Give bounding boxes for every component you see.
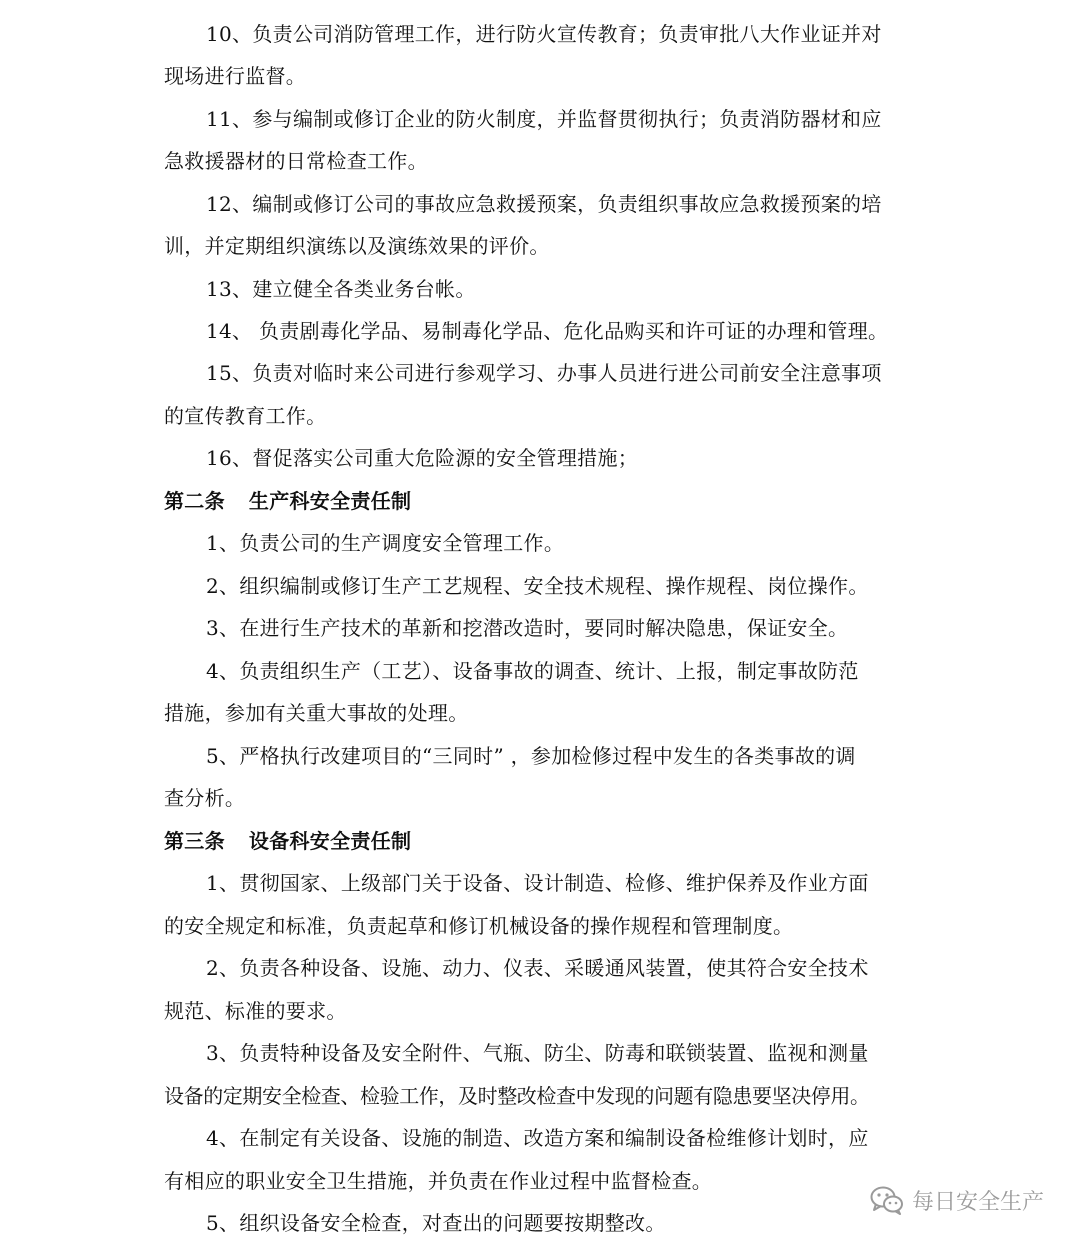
paragraph-line: 4、在制定有关设备、设施的制造、改造方案和编制设备检维修计划时，应 [206, 1126, 869, 1150]
heading-title: 生产科安全责任制 [248, 489, 412, 513]
paragraph-line: 2、组织编制或修订生产工艺规程、安全技术规程、操作规程、岗位操作。 [206, 574, 869, 598]
paragraph-line: 1、负责公司的生产调度安全管理工作。 [206, 531, 565, 555]
paragraph-line: 11、参与编制或修订企业的防火制度，并监督贯彻执行；负责消防器材和应 [206, 107, 882, 131]
paragraph-line: 规范、标准的要求。 [164, 999, 347, 1023]
paragraph-line: 的安全规定和标准，负责起草和修订机械设备的操作规程和管理制度。 [164, 914, 794, 938]
paragraph-line: 急救援器材的日常检查工作。 [164, 149, 428, 173]
paragraph-line: 3、负责特种设备及安全附件、气瓶、防尘、防毒和联锁装置、监视和测量 [206, 1041, 869, 1065]
paragraph-line: 措施，参加有关重大事故的处理。 [164, 701, 469, 725]
paragraph-line: 14、 负责剧毒化学品、易制毒化学品、危化品购买和许可证的办理和管理。 [206, 319, 889, 343]
paragraph-line: 现场进行监督。 [164, 64, 307, 88]
paragraph-line: 10、负责公司消防管理工作，进行防火宣传教育；负责审批八大作业证并对 [206, 22, 882, 46]
section-heading-article2 [164, 480, 924, 522]
heading-number: 第二条 [164, 489, 225, 513]
wechat-icon [870, 1185, 904, 1215]
heading-title: 设备科安全责任制 [248, 829, 412, 853]
paragraph-line: 5、组织设备安全检查，对查出的问题要按期整改。 [206, 1211, 666, 1235]
paragraph-line: 5、严格执行改建项目的“三同时” ，参加检修过程中发生的各类事故的调 [206, 744, 856, 768]
paragraph-line: 16、督促落实公司重大危险源的安全管理措施； [206, 446, 639, 470]
paragraph-line: 15、负责对临时来公司进行参观学习、办事人员进行进公司前安全注意事项 [206, 361, 882, 385]
paragraph-line: 12、编制或修订公司的事故应急救援预案，负责组织事故应急救援预案的培 [206, 192, 882, 216]
paragraph-line: 设备的定期安全检查、检验工作，及时整改检查中发现的问题有隐患要坚决停用。 [164, 1084, 870, 1108]
paragraph-line: 训，并定期组织演练以及演练效果的评价。 [164, 234, 550, 258]
paragraph-line: 有相应的职业安全卫生措施，并负责在作业过程中监督检查。 [164, 1169, 713, 1193]
paragraph-line: 2、负责各种设备、设施、动力、仪表、采暖通风装置，使其符合安全技术 [206, 956, 869, 980]
paragraph-line: 13、建立健全各类业务台帐。 [206, 277, 476, 301]
watermark-text: 每日安全生产 [911, 1189, 1044, 1215]
paragraph-line: 查分析。 [164, 786, 246, 810]
paragraph-line: 4、负责组织生产（工艺）、设备事故的调查、统计、上报，制定事故防范 [206, 659, 859, 683]
paragraph-line: 的宣传教育工作。 [164, 404, 327, 428]
section-heading-article3 [164, 820, 924, 862]
heading-number: 第三条 [164, 829, 225, 853]
watermark [870, 1180, 1044, 1220]
paragraph-line: 3、在进行生产技术的革新和挖潜改造时，要同时解决隐患，保证安全。 [206, 616, 849, 640]
paragraph-line: 1、贯彻国家、上级部门关于设备、设计制造、检修、维护保养及作业方面 [206, 871, 869, 895]
